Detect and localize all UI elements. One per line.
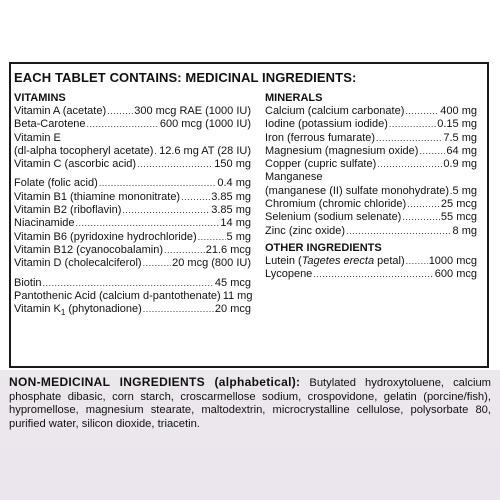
label-italic: Tagetes erecta: [301, 254, 375, 267]
leader-dots: [389, 118, 436, 131]
ingredient-label: Iron (ferrous fumarate): [265, 131, 376, 144]
ingredient-row: [14, 277, 251, 290]
ingredient-label: Vitamin B12 (cyanocobalamin): [14, 243, 163, 256]
ingredient-row: [14, 105, 251, 118]
vitamins-heading: VITAMINS: [14, 92, 66, 104]
ingredient-row: [265, 225, 477, 238]
leader-dots: [407, 198, 440, 211]
ingredient-label: [265, 255, 405, 268]
label-main: Vitamin K: [14, 303, 61, 316]
ingredient-label: Vitamin A (acetate): [14, 105, 107, 117]
ingredient-label: Beta-Carotene: [14, 118, 86, 131]
ingredient-label: Pantothenic Acid (calcium d-pantothenate): [14, 289, 221, 302]
ingredient-value: 300 mcg RAE (1000 IU): [134, 105, 251, 117]
ingredient-value: 600 mcg: [434, 268, 477, 281]
ingredient-label: Lycopene: [265, 268, 313, 281]
ingredient-label: Iodine (potassium iodide): [265, 118, 388, 131]
ingredient-label: (dl-alpha tocopheryl acetate): [14, 144, 154, 157]
ingredient-value: 21.6 mcg: [205, 243, 251, 256]
ingredient-value: 25 mcg: [440, 198, 477, 211]
ingredient-value: 7.5 mg: [443, 131, 477, 144]
ingredient-value: 12.6 mg AT (28 IU): [159, 144, 251, 157]
leader-dots: [43, 277, 214, 290]
ingredient-label: Vitamin B2 (riboflavin): [14, 204, 122, 217]
ingredient-row: [265, 211, 477, 224]
ingredient-row: [265, 185, 477, 198]
ingredient-row: [265, 118, 477, 131]
leader-dots: [198, 231, 226, 244]
ingredient-row: [14, 231, 251, 244]
ingredient-value: 1000 mcg: [428, 254, 477, 267]
ingredient-row: [265, 255, 477, 268]
ingredient-value: 20 mcg: [214, 303, 251, 316]
minerals-heading: MINERALS: [265, 92, 323, 104]
ingredient-value: 64 mg: [446, 144, 477, 157]
ingredient-row: [14, 145, 251, 158]
ingredient-value: 400 mg: [440, 105, 477, 117]
ingredient-value: 3.85 mg: [211, 204, 251, 217]
leader-dots: [154, 145, 158, 158]
ingredient-row: [14, 290, 251, 303]
ingredient-value: 0.4 mg: [217, 177, 251, 190]
panel-title: EACH TABLET CONTAINS: MEDICINAL INGREDIENTS:: [14, 70, 357, 85]
ingredient-row: [265, 145, 477, 158]
ingredient-label: (manganese (II) sulfate monohydrate): [265, 184, 450, 197]
leader-dots: [377, 158, 442, 171]
ingredient-row: [14, 217, 251, 230]
leader-dots: [99, 177, 217, 190]
ingredient-label: Folate (folic acid): [14, 177, 98, 190]
ingredient-value: 11 mg: [222, 289, 253, 302]
ingredient-label: [14, 303, 142, 319]
non-medicinal-ingredients: [9, 376, 491, 431]
ingredient-label: Calcium (calcium carbonate): [265, 105, 405, 117]
ingredient-value: 5 mg: [452, 184, 477, 197]
ingredient-value: 14 mg: [220, 217, 251, 230]
leader-dots: [405, 105, 439, 118]
ingredient-row: [14, 191, 251, 204]
ingredient-label: Vitamin D (cholecalciferol): [14, 257, 142, 270]
ingredient-label: Vitamin B6 (pyridoxine hydrochloride): [14, 230, 197, 243]
ingredient-label: Copper (cupric sulfate): [265, 158, 377, 171]
ingredient-value: 0.15 mg: [437, 118, 477, 131]
label-pre: Lutein (: [265, 254, 302, 267]
ingredient-row: [265, 268, 477, 281]
label-post: petal): [374, 254, 405, 267]
ingredient-row: [265, 198, 477, 211]
label-rest: (phytonadione): [65, 303, 142, 316]
leader-dots: [419, 145, 445, 158]
leader-dots: [450, 185, 451, 198]
ingredient-row: [14, 118, 251, 131]
ingredient-value: 45 mcg: [214, 276, 251, 289]
ingredient-label: Niacinamide: [14, 217, 75, 230]
leader-dots: [137, 158, 213, 171]
non-medicinal-text: Butylated hydroxytoluene, calcium phosphate dibasic, corn starch, croscarmellose sodium, crospovidone, gelatin (porcine/fish), hypromellose, magnesium stearate, maltodextrin, microcrystalline cellulose, polysorbate 80, purified water, silicon dioxide, triacetin.: [9, 377, 491, 430]
leader-dots: [164, 244, 205, 257]
ingredient-row: [265, 132, 477, 145]
ingredient-row: [14, 177, 251, 190]
ingredient-label: Vitamin B1 (thiamine mononitrate): [14, 190, 181, 203]
ingredient-value: 0.9 mg: [443, 158, 477, 171]
leader-dots: [87, 118, 159, 131]
leader-dots: [346, 225, 451, 238]
ingredient-label: Selenium (sodium selenate): [265, 211, 402, 224]
leader-dots: [107, 105, 133, 118]
non-medicinal-heading: NON-MEDICINAL INGREDIENTS (alphabetical):: [9, 375, 301, 389]
vitamins-column: [14, 92, 251, 316]
leader-dots: [122, 204, 210, 217]
ingredient-row: [14, 303, 251, 316]
ingredient-label: Magnesium (magnesium oxide): [265, 144, 419, 157]
leader-dots: [143, 257, 172, 270]
ingredient-row: [14, 244, 251, 257]
ingredient-value: 20 mcg (800 IU): [172, 257, 251, 270]
ingredient-value: 3.85 mg: [211, 190, 251, 203]
ingredient-row: [14, 204, 251, 217]
ingredient-label: Vitamin E: [14, 131, 61, 144]
other-ingredients-heading: OTHER INGREDIENTS: [265, 241, 382, 254]
ingredient-label: Biotin: [14, 276, 42, 289]
leader-dots: [376, 132, 442, 145]
leader-dots: [143, 303, 214, 316]
ingredient-row: [14, 257, 251, 270]
ingredient-value: 600 mcg (1000 IU): [159, 118, 251, 131]
leader-dots: [76, 217, 220, 230]
ingredient-row: [14, 158, 251, 171]
ingredient-value: 5 mg: [226, 230, 251, 243]
ingredient-label: Vitamin C (ascorbic acid): [14, 158, 137, 171]
leader-dots: [313, 268, 433, 281]
leader-dots: [402, 211, 440, 224]
ingredient-row: [265, 105, 477, 118]
ingredient-value: 150 mg: [214, 158, 251, 171]
ingredient-label: Chromium (chromic chloride): [265, 198, 407, 211]
ingredient-label: Zinc (zinc oxide): [265, 224, 346, 237]
leader-dots: [406, 255, 428, 268]
ingredient-label: Manganese: [265, 171, 323, 184]
label-subscript: 1: [60, 308, 66, 318]
leader-dots: [181, 191, 210, 204]
ingredient-value: 55 mcg: [440, 211, 477, 224]
minerals-column: [265, 92, 477, 282]
ingredient-value: 8 mg: [452, 224, 477, 237]
ingredient-row: [265, 158, 477, 171]
